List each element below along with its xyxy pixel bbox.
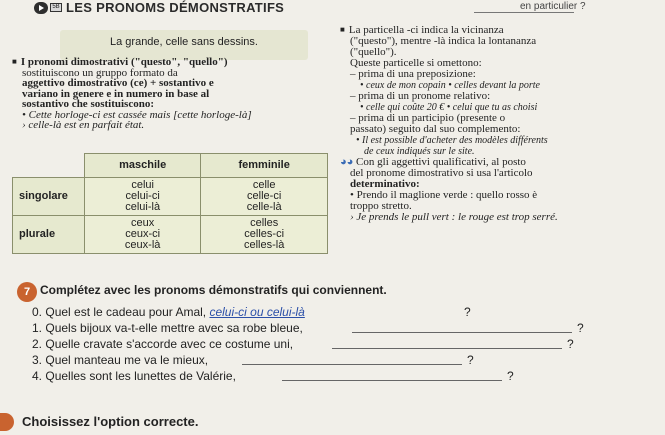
note-line: – prima di una preposizione:: [350, 68, 476, 80]
answer-field[interactable]: celui-ci ou celui-là: [209, 305, 305, 319]
pronoun: celui-ci: [125, 190, 160, 202]
pronoun: celui-là: [125, 201, 161, 213]
example-line: • Cette horloge-ci est cassée mais [cette horloge-là]: [22, 108, 252, 121]
table-cell: [201, 216, 328, 254]
note-example: • ceux de mon copain • celles devant la porte: [360, 80, 540, 91]
table-corner: [13, 154, 85, 178]
exercise-number: 7: [17, 282, 37, 302]
pronoun: celui: [131, 179, 154, 191]
row-header-plural: plurale: [13, 216, 85, 254]
pronoun: celle-là: [246, 201, 282, 213]
question-mark: ?: [577, 321, 584, 335]
pronoun: celles-ci: [244, 228, 285, 240]
question-3: [32, 352, 632, 368]
pronoun: ceux-ci: [125, 228, 161, 240]
pronoun: ceux: [131, 217, 155, 229]
note-text: Con gli aggettivi qualificativi, al posto: [356, 156, 526, 168]
note-line: ■ La particella -ci indica la vicinanza: [340, 24, 610, 36]
note-example: de ceux indiqués sur le site.: [364, 146, 475, 157]
example-line: › celle-là est en parfait état.: [22, 119, 145, 131]
question-number: 1.: [32, 321, 43, 335]
rule-line: sostantivo che sostituiscono:: [22, 98, 155, 110]
rule-line: variano in genere e in numero in base al: [22, 87, 210, 100]
question-number: 4.: [32, 369, 43, 383]
answer-field[interactable]: [332, 348, 562, 349]
pronoun: celles-là: [243, 239, 285, 251]
table-header-feminine: femminile: [201, 154, 328, 178]
note-line: Queste particelle si omettono:: [350, 57, 482, 69]
note-line: – prima di un participio (presente o: [350, 112, 506, 124]
row-header-singular: singolare: [13, 178, 85, 216]
question-text: Quelles sont les lunettes de Valérie,: [45, 369, 236, 383]
note-line: • Prendo il maglione verde : quello rosso è: [350, 189, 538, 201]
note-line: passato) seguito dal suo complemento:: [350, 123, 521, 135]
note-line: ("questo"), mentre -là indica la lontananza: [350, 35, 537, 47]
example-box-text: La grande, celle sans dessins.: [110, 36, 258, 48]
question-mark: ?: [464, 305, 471, 319]
rule-line: ■ I pronomi dimostrativi ("questo", "quello"): [12, 57, 330, 68]
rule-block: [12, 57, 330, 131]
table-cell: [85, 216, 201, 254]
rule-line: sostituiscono un gruppo formato da: [22, 66, 178, 79]
info-icon: ◕◕: [340, 156, 354, 168]
question-text: Quels bijoux va-t-elle mettre avec sa robe bleue,: [45, 321, 303, 335]
pronoun-table: [12, 153, 328, 254]
previous-page-fragment: en particulier ?: [520, 1, 586, 12]
pronoun: celle-ci: [247, 190, 282, 202]
note-line: ("quello").: [350, 46, 397, 58]
question-number: 3.: [32, 353, 43, 367]
question-mark: ?: [467, 353, 474, 367]
table-cell: [85, 178, 201, 216]
question-number: 2.: [32, 337, 43, 351]
note-line: determinativo:: [350, 178, 420, 190]
note-example: › Je prends le pull vert : le rouge est trop serré.: [350, 211, 558, 223]
exercise-title: Choisissez l'option correcte.: [22, 414, 199, 429]
note-line: – prima di un pronome relativo:: [350, 90, 491, 102]
question-text: Quel manteau me va le mieux,: [45, 353, 209, 367]
question-mark: ?: [507, 369, 514, 383]
question-4: [32, 368, 632, 384]
question-mark: ?: [567, 337, 574, 351]
answer-line: [474, 12, 574, 13]
answer-field[interactable]: [242, 364, 462, 365]
exercise-number-tab: [0, 413, 14, 431]
pronoun: celles: [250, 217, 279, 229]
note-line: del pronome dimostrativo si usa l'articolo: [350, 167, 533, 179]
note-example: • Il est possible d'acheter des modèles différents: [356, 135, 548, 146]
answer-field[interactable]: [282, 380, 502, 381]
question-2: [32, 336, 632, 352]
pronoun: ceux-là: [124, 239, 161, 251]
note-example: • celle qui coûte 20 € • celui que tu as choisi: [360, 102, 538, 113]
table-cell: [201, 178, 328, 216]
note-line: troppo stretto.: [350, 200, 412, 212]
question-1: [32, 320, 632, 336]
answer-field[interactable]: [352, 332, 572, 333]
exercise-title: Complétez avec les pronoms démonstratifs qui conviennent.: [40, 283, 387, 297]
question-text: Quel est le cadeau pour Amal,: [45, 305, 207, 319]
page-title: LES PRONOMS DÉMONSTRATIFS: [66, 0, 285, 15]
question-list: [32, 304, 632, 384]
play-audio-icon[interactable]: [34, 2, 48, 14]
question-text: Quelle cravate s'accorde avec ce costume uni,: [45, 337, 294, 351]
question-number: 0.: [32, 305, 43, 319]
rule-notes: [340, 24, 610, 223]
section-badge: 5B: [50, 3, 62, 12]
table-header-masculine: maschile: [85, 154, 201, 178]
pronoun: celle: [252, 179, 276, 191]
question-0: [32, 304, 632, 320]
rule-line: aggettivo dimostrativo (ce) + sostantivo e: [22, 77, 214, 89]
